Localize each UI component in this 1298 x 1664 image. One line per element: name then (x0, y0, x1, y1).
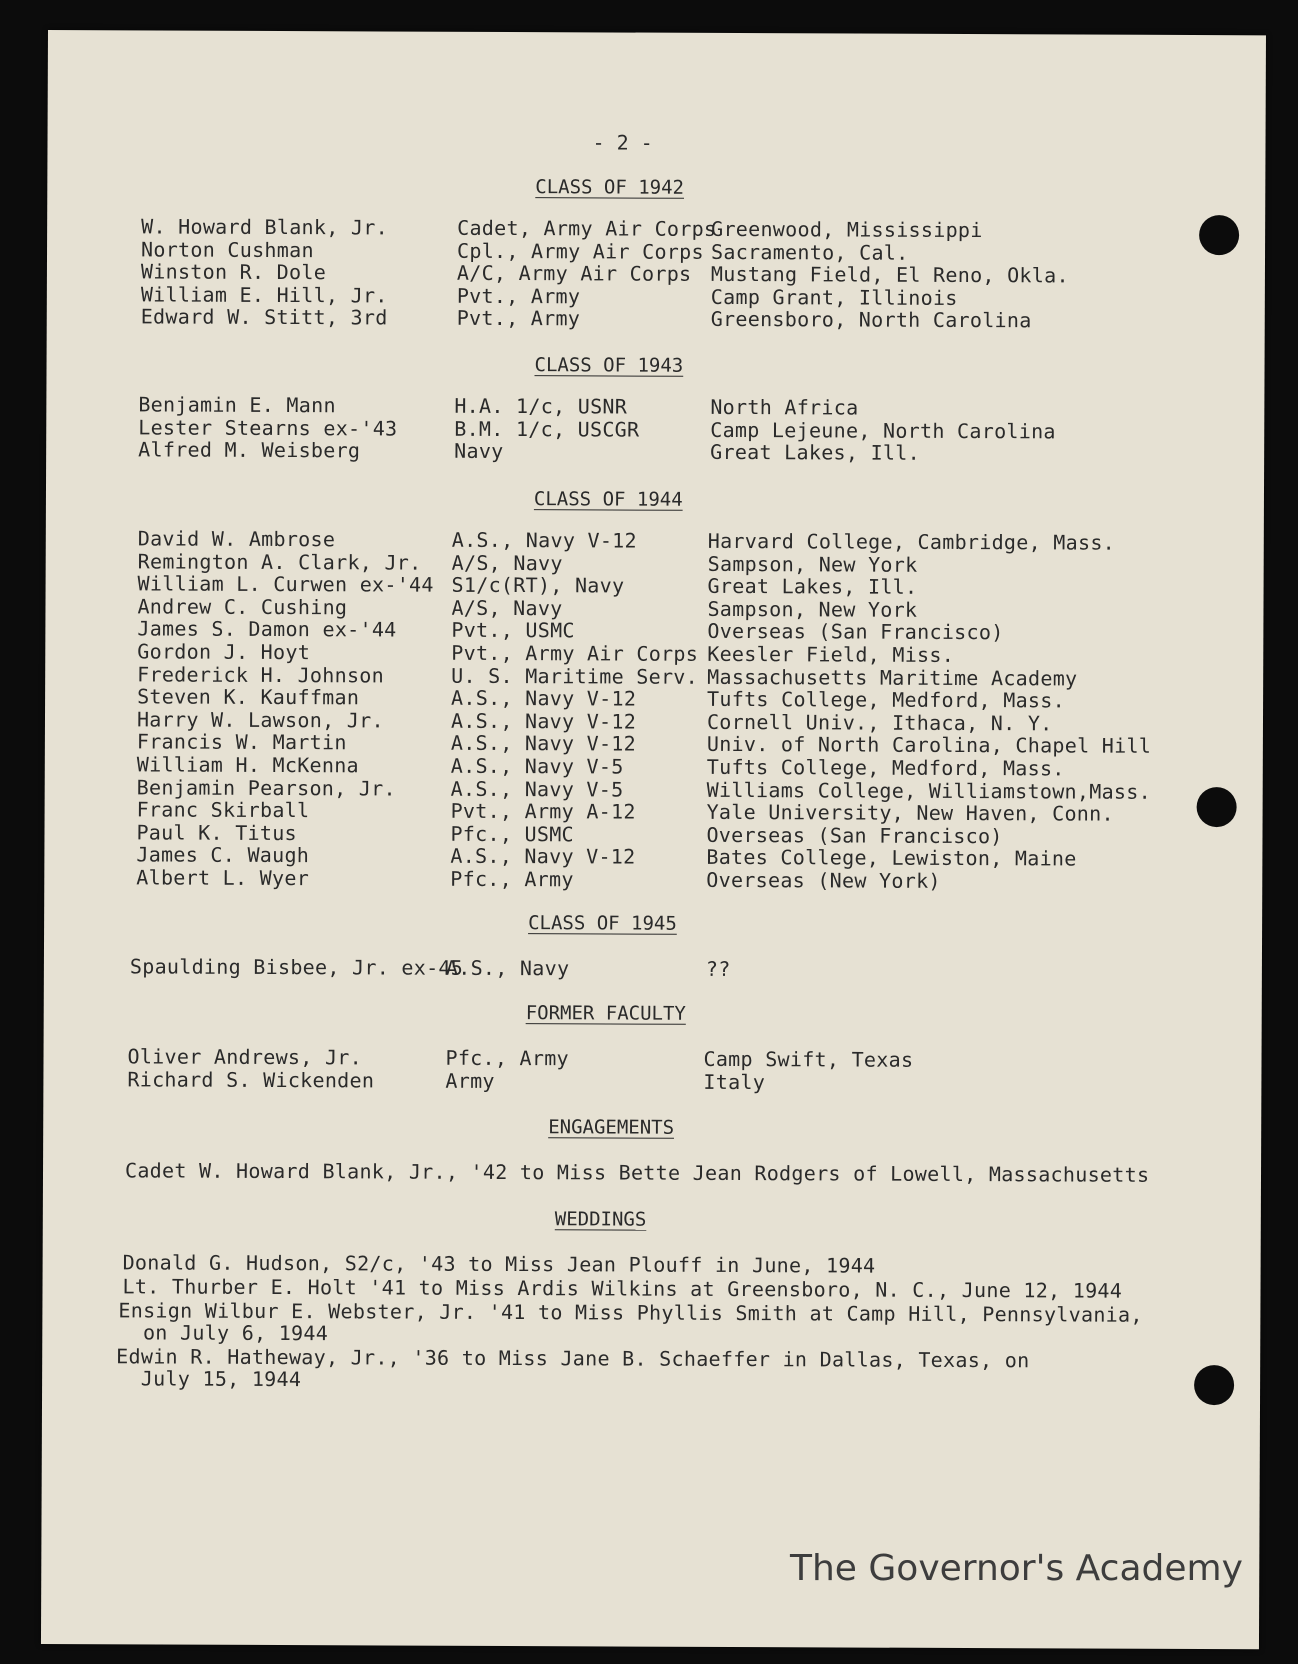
entry-name: Andrew C. Cushing (137, 594, 348, 620)
wedding-line: Edwin R. Hatheway, Jr., '36 to Miss Jane B. Schaeffer in Dallas, Texas, on (116, 1344, 1030, 1373)
entry-rank: A.S., Navy V-5 (450, 776, 624, 802)
entry-name: Norton Cushman (140, 237, 314, 262)
entry-location: Camp Swift, Texas (703, 1046, 914, 1072)
entry-name: Harry W. Lawson, Jr. (136, 707, 384, 733)
entry-location: Sampson, New York (707, 551, 918, 577)
entry-location: Great Lakes, Ill. (707, 574, 918, 599)
entry-rank: Pvt., Army A-12 (450, 798, 636, 824)
entry-rank: A/S, Navy (451, 595, 563, 621)
entry-name: Benjamin Pearson, Jr. (136, 774, 396, 801)
entry-location: Keesler Field, Miss. (707, 641, 955, 667)
entry-location: Greensboro, North Carolina (710, 307, 1032, 333)
entry-rank: U. S. Maritime Serv. (451, 663, 699, 689)
entry-rank: Pvt., USMC (451, 618, 575, 643)
entry-rank: Pvt., Army (456, 283, 581, 309)
entry-name: Alfred M. Weisberg (138, 437, 361, 463)
punch-hole (1199, 215, 1239, 255)
entry-name: Oliver Andrews, Jr. (127, 1044, 363, 1070)
entry-location: Overseas (New York) (706, 867, 941, 893)
entry-location: Sacramento, Cal. (710, 239, 909, 265)
entry-location: Camp Grant, Illinois (710, 284, 958, 310)
entry-name: Franc Skirball (136, 797, 310, 823)
entry-location: Greenwood, Mississippi (711, 216, 983, 243)
entry-name: William H. McKenna (136, 752, 359, 778)
entry-name: David W. Ambrose (137, 526, 336, 552)
punch-hole (1194, 1365, 1234, 1405)
entry-location: Italy (703, 1069, 766, 1095)
entry-name: Gordon J. Hoyt (137, 639, 311, 665)
entry-location: North Africa (710, 394, 859, 420)
entry-name: Frederick H. Johnson (137, 661, 385, 688)
entry-rank: Cadet, Army Air Corps (457, 215, 717, 241)
entry-name: Richard S. Wickenden (127, 1067, 375, 1093)
entry-location: Yale University, New Haven, Conn. (706, 800, 1114, 826)
entry-name: W. Howard Blank, Jr. (141, 214, 389, 240)
watermark-logo-text: The Governor's Academy (790, 1548, 1243, 1589)
entry-rank: Pfc., USMC (450, 821, 574, 847)
entry-rank: B.M. 1/c, USCGR (454, 416, 640, 442)
entry-name: William L. Curwen ex-'44 (137, 571, 434, 597)
punch-hole (1197, 787, 1237, 827)
entry-location: Overseas (San Francisco) (707, 619, 1004, 645)
entry-location: Bates College, Lewiston, Maine (706, 845, 1077, 871)
entry-rank: Pfc., Army (450, 866, 574, 892)
wedding-line: Ensign Wilbur E. Webster, Jr. '41 to Miss Phyllis Smith at Camp Hill, Pennsylvania, (118, 1298, 1143, 1327)
entry-name: Francis W. Martin (136, 729, 347, 755)
entry-name: Remington A. Clark, Jr. (137, 548, 422, 575)
entry-location: Tufts College, Medford, Mass. (707, 687, 1066, 713)
entry-rank: A.S., Navy V-12 (450, 731, 637, 756)
entry-name: James S. Damon ex-'44 (137, 616, 397, 642)
entry-location: Tufts College, Medford, Mass. (706, 754, 1065, 781)
section-heading-engagements: ENGAGEMENTS (548, 1116, 675, 1139)
page-number: - 2 - (592, 130, 653, 155)
section-heading-weddings: WEDDINGS (554, 1208, 647, 1231)
entry-location: Great Lakes, Ill. (710, 440, 921, 465)
entry-location: Massachusetts Maritime Academy (707, 664, 1078, 691)
section-heading-class-1945: CLASS OF 1945 (528, 912, 677, 935)
entry-rank: Cpl., Army Air Corps (456, 238, 704, 264)
wedding-line: Lt. Thurber E. Holt '41 to Miss Ardis Wilkins at Greensboro, N. C., June 12, 1944 (122, 1274, 1123, 1303)
document-page (41, 30, 1266, 1649)
wedding-line: Donald G. Hudson, S2/c, '43 to Miss Jean Plouff in June, 1944 (122, 1250, 876, 1278)
entry-location: Univ. of North Carolina, Chapel Hill (706, 732, 1152, 759)
entry-rank: A.S., Navy V-12 (450, 844, 636, 869)
entry-location: ?? (705, 956, 731, 981)
section-heading-former-faculty: FORMER FACULTY (525, 1002, 686, 1025)
entry-rank: Pvt., Army Air Corps (451, 640, 699, 666)
entry-name: Lester Stearns ex-'43 (138, 414, 398, 441)
engagement-line: Cadet W. Howard Blank, Jr., '42 to Miss Bette Jean Rodgers of Lowell, Massachusetts (124, 1158, 1150, 1187)
entry-rank: H.A. 1/c, USNR (454, 393, 628, 419)
entry-rank: A.S., Navy (445, 955, 570, 981)
entry-name: Albert L. Wyer (136, 865, 310, 891)
entry-name: James C. Waugh (136, 842, 310, 868)
section-heading-class-1942: CLASS OF 1942 (535, 176, 685, 199)
entry-rank: A.S., Navy V-5 (450, 753, 624, 779)
entry-location: Cornell Univ., Ithaca, N. Y. (706, 709, 1053, 736)
entry-rank: A/S, Navy (451, 550, 563, 575)
entry-rank: Pfc., Army (445, 1045, 569, 1071)
entry-rank: S1/c(RT), Navy (451, 572, 625, 598)
entry-rank: A/C, Army Air Corps (456, 260, 692, 286)
entry-name: Steven K. Kauffman (137, 684, 360, 710)
entry-rank: A.S., Navy V-12 (451, 685, 637, 711)
wedding-line: on July 6, 1944 (118, 1320, 329, 1346)
entry-name: Benjamin E. Mann (138, 392, 336, 418)
entry-location: Williams College, Williamstown,Mass. (706, 777, 1152, 804)
entry-name: Winston R. Dole (140, 259, 327, 285)
entry-location: Harvard College, Cambridge, Mass. (707, 528, 1116, 555)
entry-location: Camp Lejeune, North Carolina (710, 417, 1056, 443)
entry-name: William E. Hill, Jr. (140, 282, 388, 308)
entry-rank: A.S., Navy V-12 (450, 708, 637, 734)
entry-name: Paul K. Titus (136, 820, 297, 845)
section-heading-class-1943: CLASS OF 1943 (534, 354, 684, 377)
entry-location: Mustang Field, El Reno, Okla. (710, 262, 1069, 288)
wedding-line: July 15, 1944 (116, 1366, 302, 1392)
entry-rank: Pvt., Army (456, 306, 581, 331)
entry-rank: A.S., Navy V-12 (451, 527, 637, 553)
entry-rank: Army (445, 1068, 495, 1093)
entry-location: Overseas (San Francisco) (706, 822, 1003, 848)
section-heading-class-1944: CLASS OF 1944 (533, 488, 683, 511)
entry-name: Spaulding Bisbee, Jr. ex-45 (129, 954, 464, 980)
entry-name: Edward W. Stitt, 3rd (140, 304, 388, 330)
entry-location: Sampson, New York (707, 596, 918, 622)
entry-rank: Navy (454, 438, 504, 464)
